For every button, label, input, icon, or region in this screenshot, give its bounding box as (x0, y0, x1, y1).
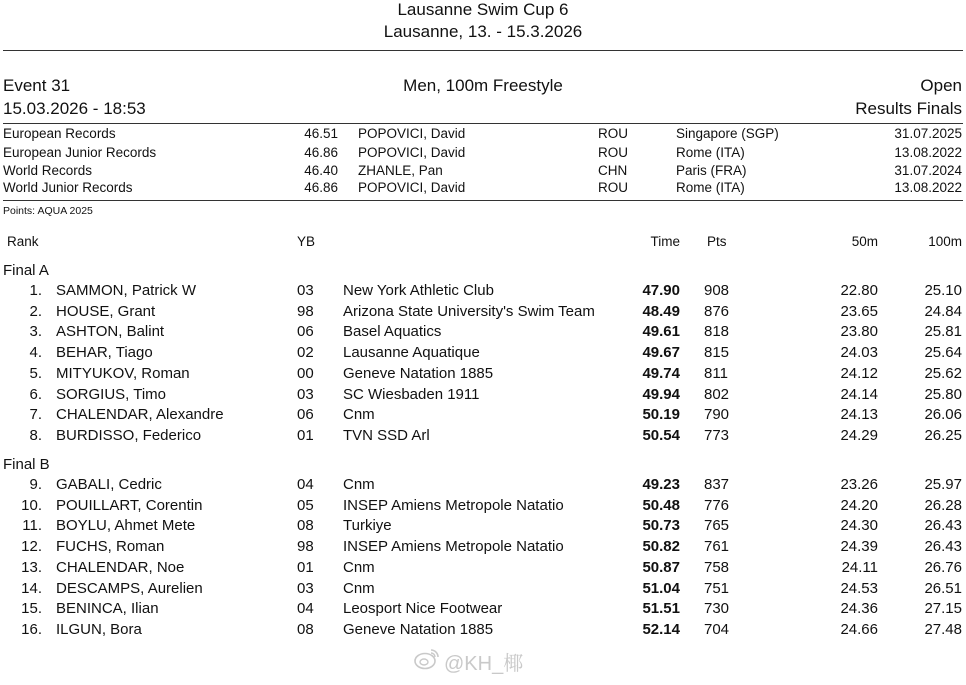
birth-year: 98 (297, 538, 314, 556)
result-row (0, 476, 966, 496)
divider (3, 50, 963, 51)
split-100m: 26.25 (924, 426, 962, 444)
split-100m: 26.51 (924, 579, 962, 597)
swimmer-name: BENINCA, Ilian (56, 600, 159, 618)
record-place: Paris (FRA) (676, 163, 747, 178)
divider (3, 200, 963, 201)
record-holder: POPOVICI, David (358, 145, 466, 160)
final-time: 50.19 (642, 406, 680, 424)
swimmer-name: POUILLART, Corentin (56, 496, 203, 514)
split-50m: 24.36 (840, 600, 878, 618)
final-time: 49.23 (642, 476, 680, 493)
birth-year: 03 (297, 385, 314, 403)
swimmer-name: SORGIUS, Timo (56, 385, 167, 403)
final-time: 47.90 (642, 282, 680, 299)
club-name: TVN SSD Arl (343, 426, 430, 444)
swimmer-name: MITYUKOV, Roman (56, 364, 190, 382)
split-100m: 25.10 (924, 282, 962, 299)
club-name: Lausanne Aquatique (343, 344, 480, 362)
rank-cell: 5. (29, 364, 42, 382)
result-row (0, 323, 966, 343)
split-50m: 24.11 (841, 558, 878, 576)
col-header-yb: YB (297, 234, 316, 249)
record-type: World Junior Records (3, 180, 133, 195)
record-row (0, 145, 966, 162)
club-name: Geneve Natation 1885 (343, 364, 494, 382)
points: 776 (704, 496, 730, 514)
rank-cell: 4. (29, 344, 42, 362)
points: 818 (704, 323, 730, 341)
record-holder: ZHANLE, Pan (358, 163, 443, 178)
event-name: Men, 100m Freestyle (403, 76, 563, 95)
col-header-rank: Rank (7, 234, 39, 249)
club-name: Cnm (343, 406, 375, 424)
result-row (0, 538, 966, 558)
rank-cell: 6. (29, 385, 42, 403)
record-time: 46.86 (304, 145, 338, 160)
birth-year: 01 (297, 558, 314, 576)
record-date: 31.07.2024 (894, 163, 962, 178)
final-time: 51.51 (642, 600, 680, 618)
record-place: Singapore (SGP) (676, 126, 779, 141)
rank-cell: 12. (21, 538, 42, 556)
rank-cell: 9. (29, 476, 42, 493)
record-nation: ROU (598, 180, 628, 195)
weibo-logo-icon (414, 648, 440, 670)
birth-year: 08 (297, 517, 314, 535)
record-type: World Records (3, 163, 93, 178)
swimmer-name: BURDISSO, Federico (56, 426, 202, 444)
record-date: 31.07.2025 (894, 126, 962, 141)
section-label-final-b: Final B (3, 456, 50, 473)
split-100m: 24.84 (924, 302, 962, 320)
birth-year: 01 (297, 426, 314, 444)
result-row (0, 497, 966, 517)
rank-cell: 10. (21, 496, 42, 514)
swimmer-name: ASHTON, Balint (56, 323, 165, 341)
record-date: 13.08.2022 (894, 145, 962, 160)
result-row (0, 365, 966, 385)
split-100m: 26.06 (924, 406, 962, 424)
club-name: SC Wiesbaden 1911 (343, 385, 480, 403)
club-name: INSEP Amiens Metropole Natatio (343, 496, 564, 514)
result-row (0, 559, 966, 579)
result-row (0, 406, 966, 426)
split-100m: 25.64 (924, 344, 962, 362)
record-holder: POPOVICI, David (358, 180, 466, 195)
split-50m: 24.53 (840, 579, 878, 597)
split-100m: 25.81 (924, 323, 962, 341)
birth-year: 02 (297, 344, 314, 362)
swimmer-name: ILGUN, Bora (56, 620, 142, 638)
final-time: 49.74 (642, 364, 680, 382)
final-time: 49.61 (642, 323, 680, 341)
birth-year: 05 (297, 496, 314, 514)
rank-cell: 8. (29, 426, 42, 444)
club-name: Cnm (343, 558, 375, 576)
swimmer-name: CHALENDAR, Noe (56, 558, 185, 576)
points: 876 (704, 302, 730, 320)
split-50m: 24.39 (840, 538, 878, 556)
swimmer-name: GABALI, Cedric (56, 476, 162, 493)
split-50m: 23.80 (840, 323, 878, 341)
record-holder: POPOVICI, David (358, 126, 466, 141)
result-row (0, 600, 966, 620)
club-name: Turkiye (343, 517, 392, 535)
event-number: Event 31 (3, 76, 71, 95)
split-100m: 25.80 (924, 385, 962, 403)
record-time: 46.40 (304, 163, 338, 178)
split-50m: 24.20 (840, 496, 878, 514)
split-100m: 26.43 (924, 538, 962, 556)
col-header-100m: 100m (928, 234, 962, 249)
record-time: 46.86 (304, 180, 338, 195)
points: 773 (704, 426, 730, 444)
result-row (0, 621, 966, 641)
final-time: 50.54 (642, 426, 680, 444)
split-50m: 24.14 (840, 385, 878, 403)
final-time: 50.82 (642, 538, 680, 556)
split-50m: 24.13 (840, 406, 878, 424)
final-time: 48.49 (642, 302, 680, 320)
record-date: 13.08.2022 (894, 180, 962, 195)
points: 765 (704, 517, 730, 535)
final-time: 49.67 (642, 344, 680, 362)
col-header-pts: Pts (707, 234, 727, 249)
record-nation: CHN (598, 163, 628, 178)
split-100m: 26.43 (924, 517, 962, 535)
club-name: Cnm (343, 476, 375, 493)
club-name: Geneve Natation 1885 (343, 620, 494, 638)
points: 790 (704, 406, 730, 424)
points: 751 (704, 579, 730, 597)
club-name: Cnm (343, 579, 375, 597)
birth-year: 04 (297, 476, 314, 493)
rank-cell: 14. (21, 579, 42, 597)
swimmer-name: SAMMON, Patrick W (56, 282, 197, 299)
final-time: 51.04 (642, 579, 680, 597)
col-header-50m: 50m (851, 234, 878, 249)
result-row (0, 386, 966, 406)
rank-cell: 11. (22, 517, 42, 535)
record-place: Rome (ITA) (676, 180, 745, 195)
split-50m: 23.65 (840, 302, 878, 320)
split-100m: 26.28 (924, 496, 962, 514)
club-name: New York Athletic Club (343, 282, 494, 299)
swimmer-name: FUCHS, Roman (56, 538, 165, 556)
result-row (0, 344, 966, 364)
col-header-time: Time (650, 234, 680, 249)
swimmer-name: HOUSE, Grant (56, 302, 156, 320)
final-time: 49.94 (642, 385, 680, 403)
points: 815 (704, 344, 730, 362)
club-name: Arizona State University's Swim Team (343, 302, 595, 320)
points-note: Points: AQUA 2025 (3, 205, 93, 217)
event-category: Open (920, 76, 962, 95)
record-type: European Junior Records (3, 145, 157, 160)
points: 837 (704, 476, 730, 493)
split-100m: 25.97 (924, 476, 962, 493)
record-place: Rome (ITA) (676, 145, 745, 160)
split-50m: 24.03 (840, 344, 878, 362)
split-100m: 25.62 (924, 364, 962, 382)
rank-cell: 2. (29, 302, 42, 320)
points: 758 (704, 558, 730, 576)
split-100m: 26.76 (924, 558, 962, 576)
event-datetime: 15.03.2026 - 18:53 (3, 99, 146, 118)
record-row (0, 180, 966, 197)
birth-year: 03 (297, 579, 314, 597)
rank-cell: 7. (29, 406, 42, 424)
split-50m: 23.26 (840, 476, 878, 493)
meet-location-dates: Lausanne, 13. - 15.3.2026 (383, 22, 583, 41)
result-row (0, 282, 966, 302)
final-time: 50.87 (642, 558, 680, 576)
birth-year: 06 (297, 406, 314, 424)
birth-year: 08 (297, 620, 314, 638)
record-time: 46.51 (304, 126, 338, 141)
club-name: Basel Aquatics (343, 323, 442, 341)
club-name: INSEP Amiens Metropole Natatio (343, 538, 564, 556)
split-50m: 24.12 (840, 364, 878, 382)
swimmer-name: BOYLU, Ahmet Mete (56, 517, 196, 535)
club-name: Leosport Nice Footwear (343, 600, 503, 618)
split-50m: 24.66 (840, 620, 878, 638)
points: 802 (704, 385, 730, 403)
section-label-final-a: Final A (3, 262, 49, 279)
split-100m: 27.48 (924, 620, 962, 638)
points: 730 (704, 600, 730, 618)
split-100m: 27.15 (924, 600, 962, 618)
result-row (0, 427, 966, 447)
rank-cell: 15. (21, 600, 42, 618)
final-time: 50.73 (642, 517, 680, 535)
points: 811 (704, 364, 728, 382)
rank-cell: 1. (29, 282, 42, 299)
split-50m: 24.30 (840, 517, 878, 535)
result-row (0, 580, 966, 600)
swimmer-name: DESCAMPS, Aurelien (56, 579, 203, 597)
split-50m: 22.80 (840, 282, 878, 299)
record-type: European Records (3, 126, 116, 141)
result-row (0, 303, 966, 323)
final-time: 50.48 (642, 496, 680, 514)
birth-year: 98 (297, 302, 314, 320)
points: 704 (704, 620, 730, 638)
swimmer-name: BEHAR, Tiago (56, 344, 153, 362)
points: 908 (704, 282, 730, 299)
birth-year: 00 (297, 364, 314, 382)
record-nation: ROU (598, 145, 628, 160)
birth-year: 04 (297, 600, 314, 618)
rank-cell: 13. (21, 558, 42, 576)
final-time: 52.14 (642, 620, 680, 638)
birth-year: 03 (297, 282, 314, 299)
result-type: Results Finals (855, 99, 962, 118)
result-row (0, 517, 966, 537)
record-row (0, 163, 966, 180)
birth-year: 06 (297, 323, 314, 341)
points: 761 (704, 538, 730, 556)
rank-cell: 16. (21, 620, 42, 638)
watermark-text: @KH_椰 (444, 653, 524, 675)
record-nation: ROU (598, 126, 628, 141)
divider (3, 123, 963, 124)
split-50m: 24.29 (840, 426, 878, 444)
rank-cell: 3. (29, 323, 42, 341)
swimmer-name: CHALENDAR, Alexandre (56, 406, 224, 424)
meet-title: Lausanne Swim Cup 6 (397, 0, 569, 19)
record-row (0, 126, 966, 143)
